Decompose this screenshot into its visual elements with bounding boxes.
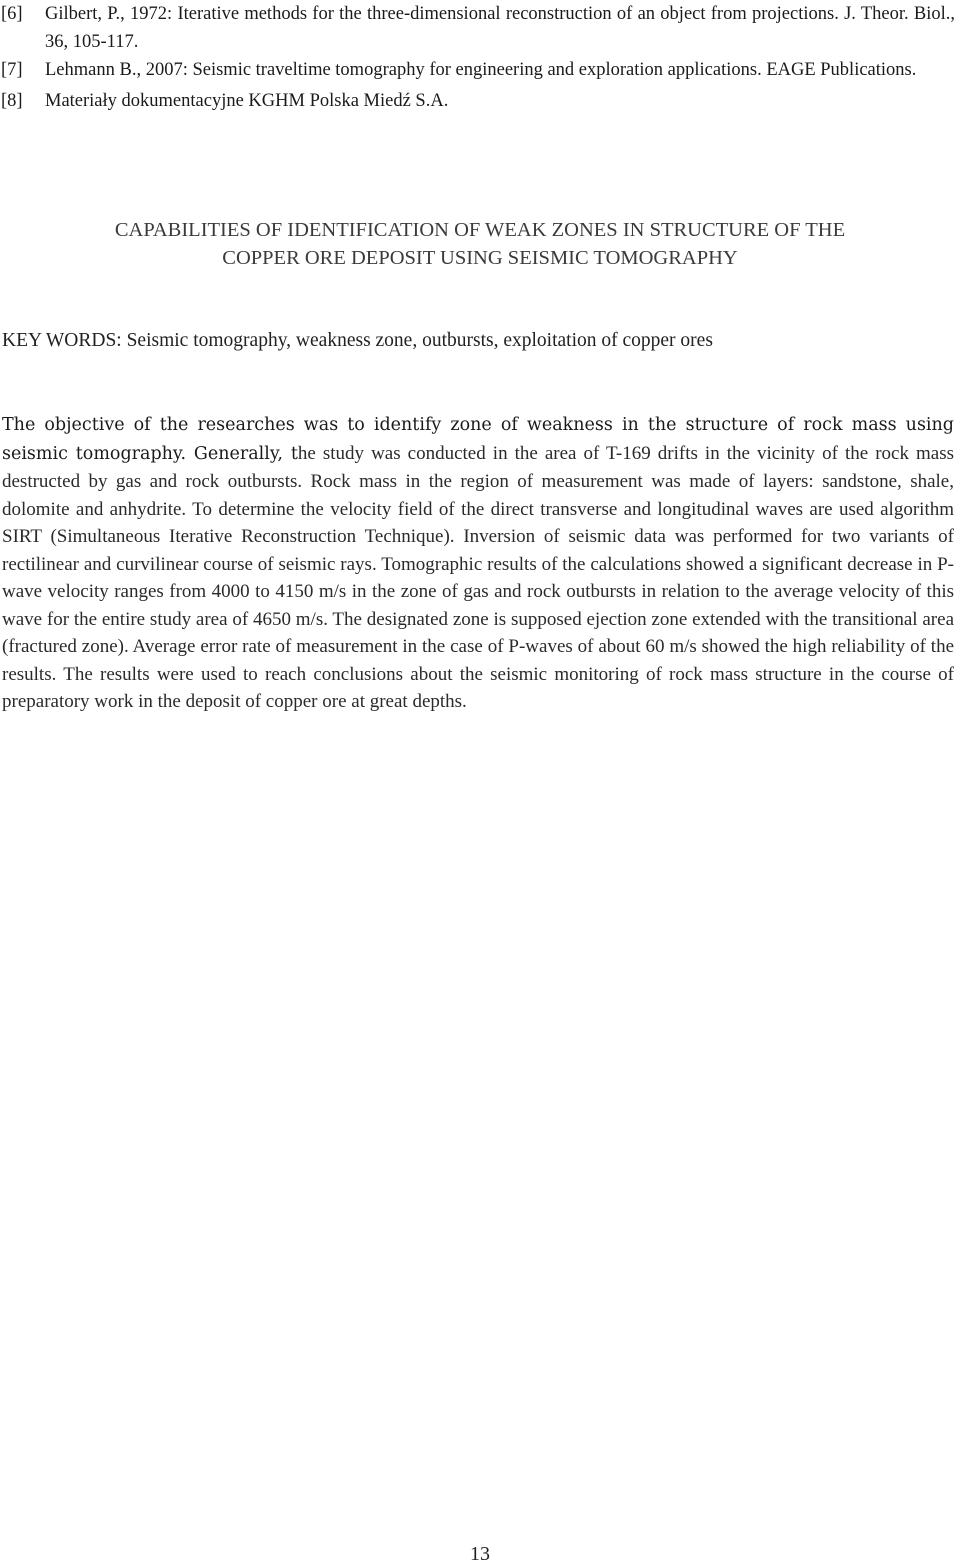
reference-7 — [0, 56, 955, 84]
reference-text: Materiały dokumentacyjne KGHM Polska Miedź S.A. — [45, 91, 449, 111]
reference-8 — [0, 87, 955, 115]
reference-number: [7] — [1, 60, 23, 80]
reference-number: [8] — [1, 91, 23, 111]
abstract-lead: The objective of the researches was to identify zone of weakness in the structure of rock mass using seismic tomography. Generally, t — [2, 415, 954, 464]
keywords: KEY WORDS: Seismic tomography, weakness zone, outbursts, exploitation of copper ores — [2, 330, 713, 351]
reference-text: Lehmann B., 2007: Seismic traveltime tomography for engineering and exploration applications. EAGE Publications. — [45, 60, 917, 80]
reference-6 — [0, 0, 955, 56]
abstract-body: he study was conducted in the area of T-169 drifts in the vicinity of the rock mass destructed by gas and rock outbursts. Rock mass in the region of measurement was made of layers: sandstone, shale, dolomite and anhydrite. To determine the velocity field of the direct transverse and longitudinal waves are used algorithm SIRT (Simultaneous Iterative Reconstruction Technique). Inversion of seismic data was performed for two variants of rectilinear and curvilinear course of seismic rays. Tomographic results of the calculations showed a significant decrease in P-wave velocity ranges from 4000 to 4150 m/s in the zone of gas and rock outbursts in relation to the average velocity of this wave for the entire study area of 4650 m/s. The designated zone is supposed ejection zone extended with the transitional area (fractured zone). Average error rate of measurement in the case of P-waves of about 60 m/s showed the high reliability of the results. The results were used to reach conclusions about the seismic monitoring of rock mass structure in the course of preparatory work in the deposit of copper ore at great depths. — [2, 442, 955, 712]
reference-number: [6] — [1, 4, 23, 24]
paper-title-line-1: CAPABILITIES OF IDENTIFICATION OF WEAK ZONES IN STRUCTURE OF THE — [114, 219, 846, 241]
paper-title — [40, 216, 920, 272]
paper-title-line-2: COPPER ORE DEPOSIT USING SEISMIC TOMOGRAPHY — [222, 247, 738, 269]
reference-text: Gilbert, P., 1972: Iterative methods for the three-dimensional reconstruction of an object from projections. J. Theor. Biol., 36, 105-117. — [45, 4, 955, 52]
reference-list — [0, 0, 955, 115]
page-number: 13 — [470, 1543, 490, 1565]
abstract — [2, 411, 954, 716]
